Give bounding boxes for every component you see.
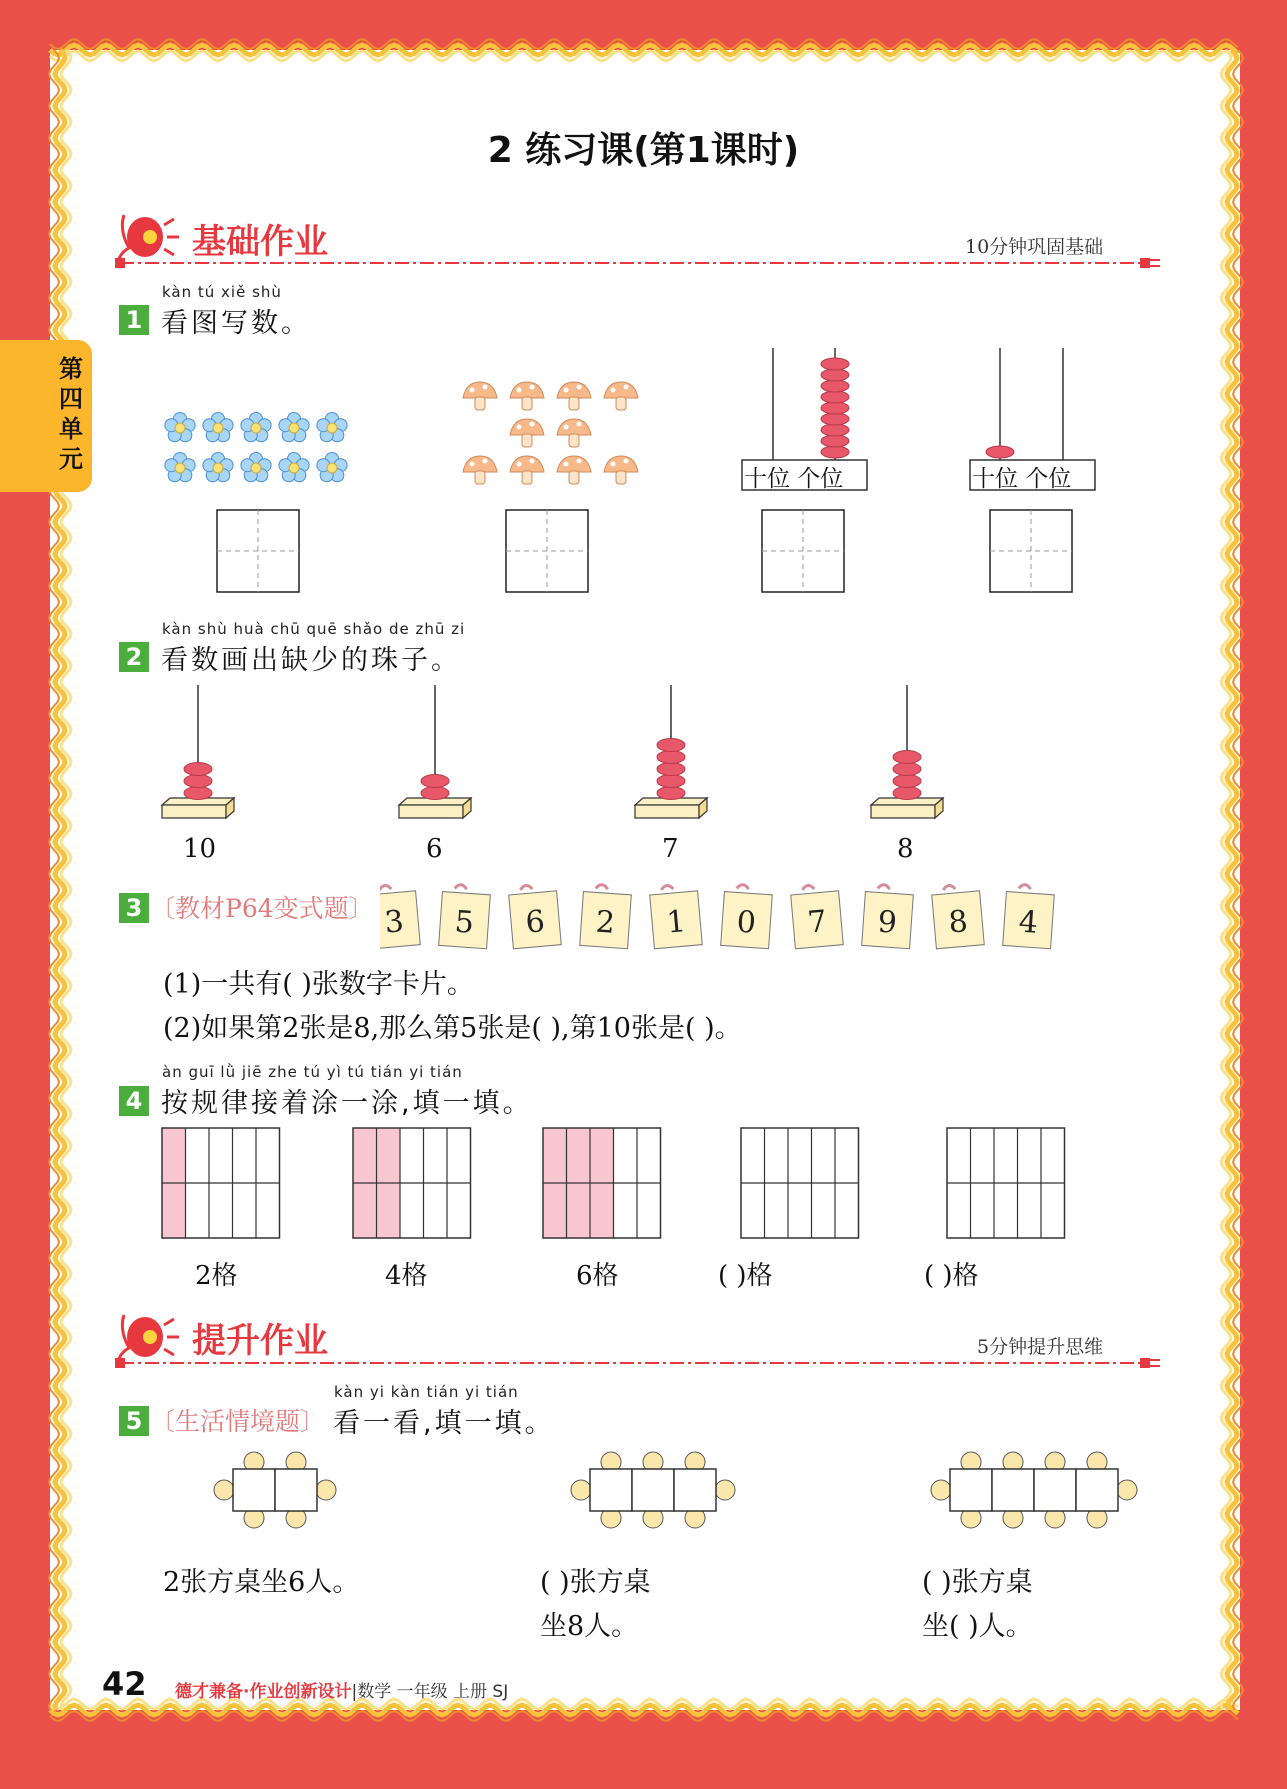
number-card xyxy=(862,884,914,949)
mushroom-icon xyxy=(463,456,497,484)
q4-pinyin: àn guī lǜ jiē zhe tú yì tú tián yi tián xyxy=(162,1063,463,1081)
unit-side-tab-label: 第四单元 xyxy=(59,355,83,473)
q2-label-3: 7 xyxy=(662,834,679,864)
coloring-grid[interactable] xyxy=(947,1128,1065,1238)
q5-case-3a: ( )张方桌 xyxy=(922,1567,1033,1598)
section-title-basic: 基础作业 xyxy=(192,222,328,262)
bead xyxy=(821,435,849,447)
coloring-grid[interactable] xyxy=(741,1128,859,1238)
mushroom-icon xyxy=(604,456,638,484)
answer-box[interactable] xyxy=(990,510,1072,592)
q4-grids xyxy=(150,1120,1090,1240)
mushroom-icon xyxy=(604,382,638,410)
number-card xyxy=(649,883,702,949)
number-card-value: 4 xyxy=(1017,904,1040,941)
unit-side-tab xyxy=(0,340,92,492)
q1-number: 1 xyxy=(119,305,149,335)
number-card xyxy=(790,883,843,949)
abacus-1-label: 十位 个位 xyxy=(744,466,844,492)
table-icon xyxy=(1034,1469,1076,1511)
q4-label-1: 2格 xyxy=(195,1261,238,1291)
bead xyxy=(657,739,685,752)
table-icon xyxy=(992,1469,1034,1511)
bead xyxy=(893,787,921,800)
chair-icon xyxy=(214,1480,234,1500)
table-icon xyxy=(950,1469,992,1511)
number-card xyxy=(931,883,984,949)
q2-text: 看数画出缺少的珠子。 xyxy=(161,645,461,676)
flower-icon xyxy=(203,453,233,482)
coloring-grid[interactable] xyxy=(543,1128,661,1238)
bead xyxy=(421,775,449,788)
flower-icon xyxy=(317,453,347,482)
bead xyxy=(893,751,921,764)
flower-icon xyxy=(165,413,195,442)
q4-number: 4 xyxy=(119,1086,149,1116)
mushroom-icon xyxy=(510,456,544,484)
flower-icon xyxy=(317,413,347,442)
q5-case-2a: ( )张方桌 xyxy=(540,1567,651,1598)
q2-label-4: 8 xyxy=(897,834,914,864)
section-title-advanced: 提升作业 xyxy=(192,1321,328,1361)
table-icon xyxy=(674,1469,716,1511)
number-card xyxy=(380,883,420,949)
flower-icon xyxy=(241,453,271,482)
number-card-value: 3 xyxy=(383,904,406,941)
flower-icon-group xyxy=(165,413,347,482)
answer-box[interactable] xyxy=(506,510,588,592)
bead xyxy=(184,787,212,800)
chair-icon xyxy=(931,1480,951,1500)
q1-pinyin: kàn tú xiě shù xyxy=(162,283,282,301)
number-card xyxy=(580,884,632,949)
number-card-value: 7 xyxy=(806,904,829,941)
footer-course: |数学 一年级 上册 SJ xyxy=(351,1682,509,1702)
abacus-2-label: 十位 个位 xyxy=(972,466,1072,492)
mushroom-icon xyxy=(557,382,591,410)
q5-tag: 〔生活情境题〕 xyxy=(150,1407,326,1436)
number-card xyxy=(1003,884,1055,949)
bead xyxy=(657,751,685,764)
table-arrangement xyxy=(571,1452,735,1528)
flower-icon xyxy=(279,413,309,442)
number-card-value: 0 xyxy=(735,904,758,941)
number-card-value: 9 xyxy=(876,904,899,941)
table-arrangement xyxy=(931,1452,1137,1528)
number-card-value: 2 xyxy=(594,904,617,941)
bead xyxy=(821,424,849,436)
chair-icon xyxy=(316,1480,336,1500)
q4-label-4: ( )格 xyxy=(718,1261,773,1291)
answer-box[interactable] xyxy=(762,510,844,592)
bead xyxy=(893,775,921,788)
mushroom-icon xyxy=(557,456,591,484)
number-card xyxy=(439,884,491,949)
q2-label-1: 10 xyxy=(183,834,217,864)
q3-number-cards xyxy=(380,880,1080,960)
flower-icon xyxy=(279,453,309,482)
number-card-value: 6 xyxy=(524,904,547,941)
number-card-value: 8 xyxy=(947,904,970,941)
table-icon xyxy=(590,1469,632,1511)
bead xyxy=(821,358,849,370)
mushroom-icon-group xyxy=(463,382,638,484)
q3-line-1: (1)一共有( )张数字卡片。 xyxy=(163,969,474,1000)
bead xyxy=(821,413,849,425)
lamp-icon xyxy=(117,1315,179,1366)
table-icon xyxy=(1076,1469,1118,1511)
q5-case-1: 2张方桌坐6人。 xyxy=(163,1567,360,1598)
bead xyxy=(821,446,849,458)
q5-case-3b: 坐( )人。 xyxy=(922,1611,1033,1642)
flower-icon xyxy=(241,413,271,442)
table-icon xyxy=(275,1469,317,1511)
table-icon xyxy=(233,1469,275,1511)
footer-info xyxy=(175,1677,508,1702)
page-title: 2 练习课(第1课时) xyxy=(487,130,800,171)
bead xyxy=(893,763,921,776)
bead xyxy=(821,391,849,403)
coloring-grid[interactable] xyxy=(162,1128,280,1238)
q2-number: 2 xyxy=(119,642,149,672)
q4-label-3: 6格 xyxy=(576,1261,619,1291)
lamp-icon xyxy=(117,215,179,266)
q4-text: 按规律接着涂一涂,填一填。 xyxy=(161,1088,533,1119)
section-note-advanced: 5分钟提升思维 xyxy=(977,1336,1104,1358)
flower-icon xyxy=(165,453,195,482)
bead xyxy=(821,380,849,392)
bead xyxy=(184,775,212,788)
bead xyxy=(657,787,685,800)
bead xyxy=(184,763,212,776)
q1-text: 看图写数。 xyxy=(161,308,311,339)
q2-bead-rods xyxy=(150,680,950,825)
flower-icon xyxy=(203,413,233,442)
q2-pinyin: kàn shù huà chū quē shǎo de zhū zi xyxy=(162,620,466,638)
bead xyxy=(821,369,849,381)
q3-line-2: (2)如果第2张是8,那么第5张是( ),第10张是( )。 xyxy=(163,1013,742,1044)
q2-label-2: 6 xyxy=(426,834,443,864)
table-icon xyxy=(632,1469,674,1511)
answer-box[interactable] xyxy=(217,510,299,592)
chair-icon xyxy=(1117,1480,1137,1500)
bead xyxy=(657,775,685,788)
q4-label-2: 4格 xyxy=(385,1261,428,1291)
mushroom-icon xyxy=(463,382,497,410)
mushroom-icon xyxy=(510,419,544,447)
q3-number: 3 xyxy=(119,893,149,923)
mushroom-icon xyxy=(510,382,544,410)
mushroom-icon xyxy=(557,419,591,447)
number-card xyxy=(508,883,561,949)
section-note-basic: 10分钟巩固基础 xyxy=(965,236,1104,258)
q1-figures xyxy=(150,340,1100,605)
footer-brand: 德才兼备·作业创新设计 xyxy=(175,1682,352,1702)
q5-case-2b: 坐8人。 xyxy=(540,1611,639,1642)
q5-number: 5 xyxy=(119,1406,149,1436)
q3-tag: 〔教材P64变式题〕 xyxy=(150,894,374,923)
table-arrangement xyxy=(214,1452,336,1528)
chair-icon xyxy=(715,1480,735,1500)
q5-text: 看一看,填一填。 xyxy=(333,1408,555,1439)
bead xyxy=(421,787,449,800)
number-card-value: 5 xyxy=(453,904,476,941)
number-card-value: 1 xyxy=(665,904,688,941)
bead xyxy=(821,402,849,414)
q5-pinyin: kàn yi kàn tián yi tián xyxy=(334,1383,519,1401)
q4-label-5: ( )格 xyxy=(924,1261,979,1291)
q5-tables xyxy=(200,1440,1150,1540)
coloring-grid[interactable] xyxy=(353,1128,471,1238)
chair-icon xyxy=(571,1480,591,1500)
page-number: 42 xyxy=(102,1665,147,1703)
number-card xyxy=(721,884,773,949)
bead xyxy=(657,763,685,776)
